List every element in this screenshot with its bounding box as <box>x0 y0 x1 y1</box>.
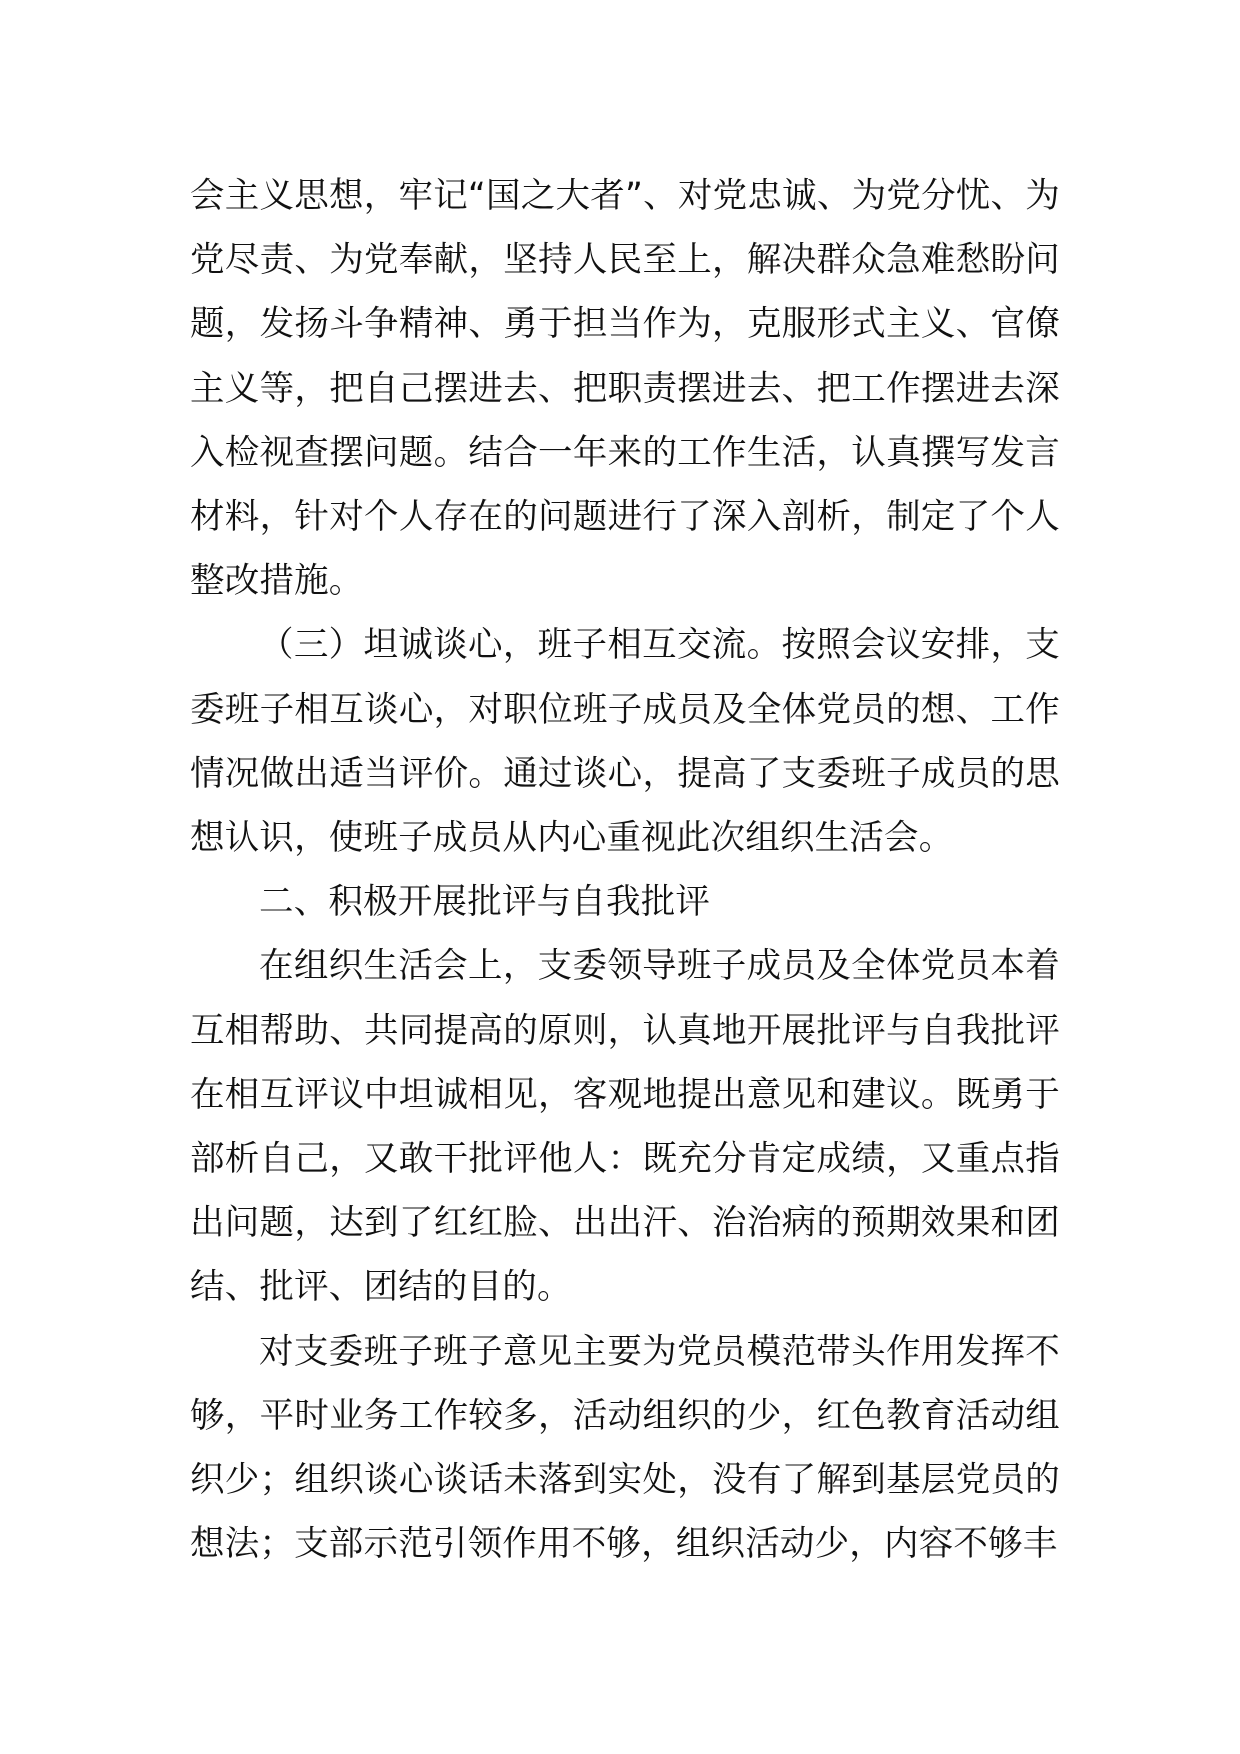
paragraph-criticism-self-criticism: 在组织生活会上，支委领导班子成员及全体党员本着互相帮助、共同提高的原则，认真地开展批评与自我批评在相互评议中坦诚相见，客观地提出意见和建议。既勇于部析自己，又敢干批评他人：既充分肯定成绩，又重点指出问题，达到了红红脸、出出汗、治治病的预期效果和团结、批评、团结的目的。 <box>190 946 1060 1308</box>
section-heading-criticism: 二、积极开展批评与自我批评 <box>259 882 711 923</box>
paragraph-study-continuation: 会主义思想，牢记“国之大者”、对党忠诚、为党分忧、为党尽责、为党奉献，坚持人民至上，解决群众急难愁盼问题，发扬斗争精神、勇于担当作为，克服形式主义、官僚主义等，把自己摆进去、把职责摆进去、把工作摆进去深入检视查摆问题。结合一年来的工作生活，认真撰写发言材料，针对个人存在的问题进行了深入剖析，制定了个人整改措施。 <box>190 176 1060 602</box>
document-body <box>190 164 1060 1576</box>
paragraph-heart-to-heart-talk: （三）坦诚谈心，班子相互交流。按照会议安排，支委班子相互谈心，对职位班子成员及全体党员的想、工作情况做出适当评价。通过谈心，提高了支委班子成员的思想认识，使班子成员从内心重视此次组织生活会。 <box>190 625 1060 859</box>
paragraph-committee-opinions: 对支委班子班子意见主要为党员模范带头作用发挥不够，平时业务工作较多，活动组织的少，红色教育活动组织少；组织谈心谈话未落到实处，没有了解到基层党员的想法；支部示范引领作用不够，组织活动少，内容不够丰 <box>190 1331 1060 1565</box>
